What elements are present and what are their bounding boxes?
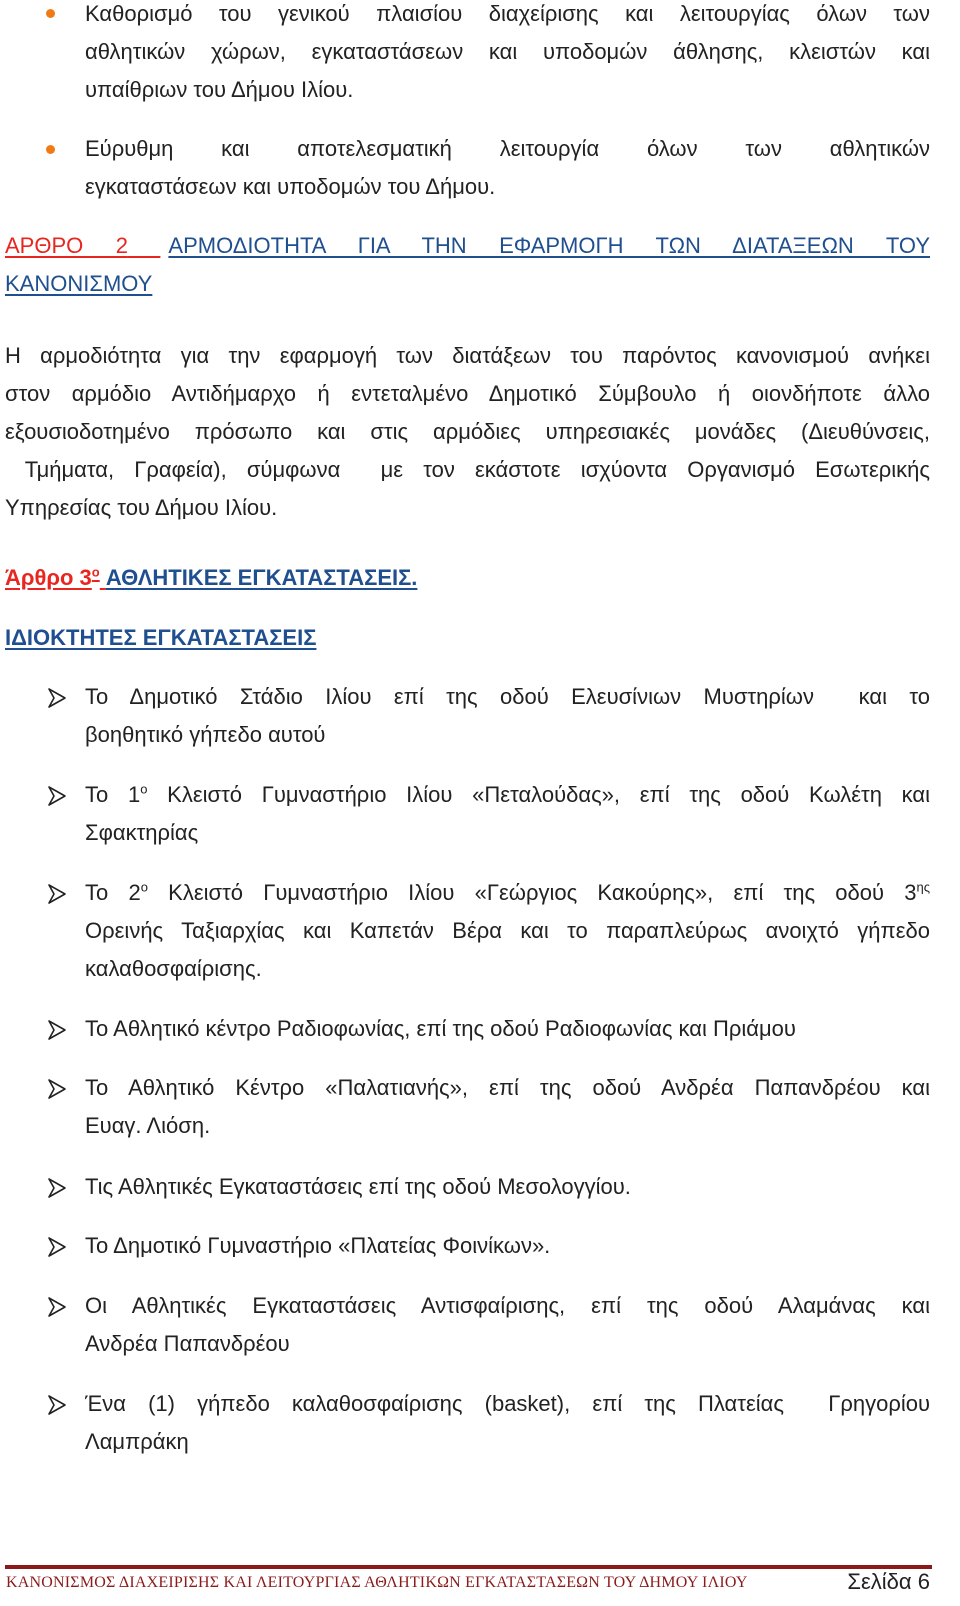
facility-5-line-1: Το Αθλητικό Κέντρο «Παλατιανής», επί της οδού Ανδρέα Παπανδρέου και: [85, 1075, 930, 1100]
facility-item-2: [85, 776, 930, 852]
facility-2-line-2: Σφακτηρίας: [85, 820, 199, 845]
facility-item-4: [85, 1010, 930, 1048]
facility-5-line-2: Ευαγ. Λιόση.: [85, 1113, 211, 1138]
facility-8-line-2: Ανδρέα Παπανδρέου: [85, 1331, 290, 1356]
facility-1-line-2: βοηθητικό γήπεδο αυτού: [85, 722, 326, 747]
article-2-body-line-2: στον αρμόδιο Αντιδήμαρχο ή εντεταλμένο Δημοτικό Σύμβουλο ή οιονδήποτε άλλο: [5, 381, 930, 406]
arrow-bullet-icon: [46, 687, 68, 709]
facility-item-9: [85, 1385, 930, 1461]
article-2-body: [5, 337, 930, 527]
facility-2-line-1b: Κλειστό Γυμναστήριο Ιλίου «Πεταλούδας», επί της οδού Κωλέτη και: [147, 782, 930, 807]
intro-bullet-1-line-1: Καθορισμό του γενικού πλαισίου διαχείρισης και λειτουργίας όλων των: [85, 1, 930, 26]
article-2-body-line-3: εξουσιοδοτημένο πρόσωπο και στις αρμόδιες υπηρεσιακές μονάδες (Διευθύνσεις,: [5, 419, 930, 444]
article-3-prefix-sup: ο: [91, 564, 100, 580]
intro-bullet-1-line-2: αθλητικών χώρων, εγκαταστάσεων και υποδομών άθλησης, κλειστών και: [85, 39, 930, 64]
facility-7-line-1: Το Δημοτικό Γυμναστήριο «Πλατείας Φοινίκων».: [85, 1233, 551, 1258]
facility-item-3: [85, 874, 930, 988]
facility-item-6: [85, 1168, 930, 1206]
facility-3-line-2: Ορεινής Ταξιαρχίας και Καπετάν Βέρα και το παραπλεύρως ανοιχτό γήπεδο: [85, 918, 930, 943]
facility-item-8: [85, 1287, 930, 1363]
article-3-prefix: Άρθρο 3: [5, 565, 92, 590]
intro-bullet-2: [85, 130, 930, 206]
article-2-body-line-5: Υπηρεσίας του Δήμου Ιλίου.: [5, 495, 278, 520]
footer-divider: [5, 1565, 932, 1569]
facility-9-line-2: Λαμπράκη: [85, 1429, 189, 1454]
arrow-bullet-icon: [46, 1078, 68, 1100]
facility-6-line-1: Τις Αθλητικές Εγκαταστάσεις επί της οδού Μεσολογγίου.: [85, 1174, 631, 1199]
intro-bullet-2-line-1: Εύρυθμη και αποτελεσματική λειτουργία όλων των αθλητικών: [85, 136, 930, 161]
article-2-heading: [5, 227, 930, 303]
footer-page-number: Σελίδα 6: [847, 1569, 930, 1594]
facility-2-line-1a: Το 1: [85, 782, 141, 807]
arrow-bullet-icon: [46, 1019, 68, 1041]
facility-3-line-1b: Κλειστό Γυμναστήριο Ιλίου «Γεώργιος Κακούρης», επί της οδού 3: [147, 880, 917, 905]
facility-item-5: [85, 1069, 930, 1145]
facility-2-sup: ο: [140, 781, 148, 797]
facility-item-7: [85, 1227, 930, 1265]
article-2-body-line-4: Τμήματα, Γραφεία), σύμφωνα με τον εκάστοτε ισχύοντα Οργανισμό Εσωτερικής: [5, 457, 930, 482]
facility-1-line-1: Το Δημοτικό Στάδιο Ιλίου επί της οδού Ελευσίνιων Μυστηρίων και το: [85, 684, 930, 709]
bullet-dot-icon: [46, 9, 55, 18]
facility-4-line-1: Το Αθλητικό κέντρο Ραδιοφωνίας, επί της οδού Ραδιοφωνίας και Πριάμου: [85, 1016, 796, 1041]
facility-3-sup-2: ης: [916, 879, 931, 895]
bullet-dot-icon: [46, 145, 55, 154]
article-2-prefix: ΑΡΘΡΟ 2: [5, 233, 128, 258]
arrow-bullet-icon: [46, 1236, 68, 1258]
arrow-bullet-icon: [46, 1177, 68, 1199]
article-2-body-line-1: Η αρμοδιότητα για την εφαρμογή των διατάξεων του παρόντος κανονισμού ανήκει: [5, 343, 930, 368]
facility-9-line-1: Ένα (1) γήπεδο καλαθοσφαίρισης (basket), επί της Πλατείας Γρηγορίου: [85, 1391, 930, 1416]
facility-item-1: [85, 678, 930, 754]
article-2-title-line-2: ΚΑΝΟΝΙΣΜΟΥ: [5, 271, 153, 296]
footer-title: ΚΑΝΟΝΙΣΜΟΣ ΔΙΑΧΕΙΡΙΣΗΣ ΚΑΙ ΛΕΙΤΟΥΡΓΙΑΣ ΑΘΛΗΤΙΚΩΝ ΕΓΚΑΤΑΣΤΑΣΕΩΝ ΤΟΥ ΔΗΜΟΥ ΙΛΙΟΥ: [6, 1574, 748, 1591]
article-2-title-line-1: ΑΡΜΟΔΙΟΤΗΤΑ ΓΙΑ ΤΗΝ ΕΦΑΡΜΟΓΗ ΤΩΝ ΔΙΑΤΑΞΕΩΝ ΤΟΥ: [168, 233, 930, 258]
arrow-bullet-icon: [46, 1296, 68, 1318]
arrow-bullet-icon: [46, 883, 68, 905]
intro-bullet-2-line-2: εγκαταστάσεων και υποδομών του Δήμου.: [85, 174, 496, 199]
intro-bullet-1-line-3: υπαίθριων του Δήμου Ιλίου.: [85, 77, 354, 102]
arrow-bullet-icon: [46, 785, 68, 807]
arrow-bullet-icon: [46, 1394, 68, 1416]
facility-3-sup: ο: [140, 879, 148, 895]
facility-8-line-1: Οι Αθλητικές Εγκαταστάσεις Αντισφαίρισης, επί της οδού Αλαμάνας και: [85, 1293, 930, 1318]
article-3-heading: [5, 559, 930, 597]
facility-3-line-3: καλαθοσφαίρισης.: [85, 956, 262, 981]
article-3-title: ΑΘΛΗΤΙΚΕΣ ΕΓΚΑΤΑΣΤΑΣΕΙΣ.: [105, 565, 418, 590]
facility-3-line-1a: Το 2: [85, 880, 141, 905]
article-3-subheading: ΙΔΙΟΚΤΗΤΕΣ ΕΓΚΑΤΑΣΤΑΣΕΙΣ: [5, 625, 317, 650]
intro-bullet-1: [85, 0, 930, 109]
